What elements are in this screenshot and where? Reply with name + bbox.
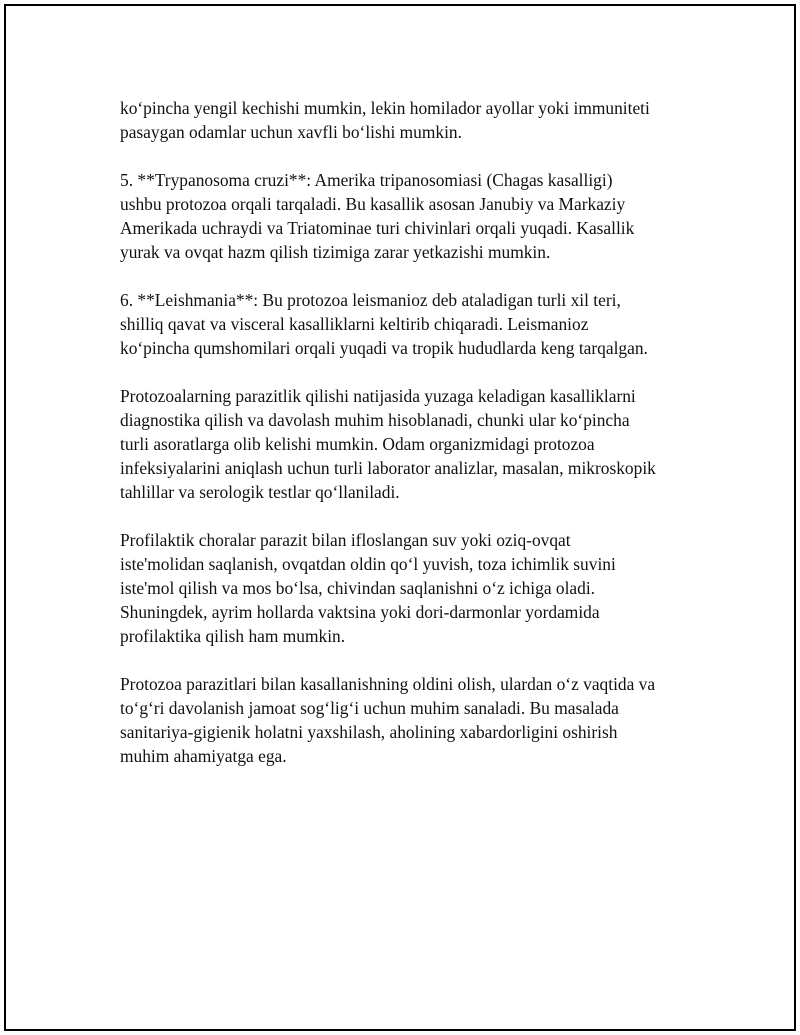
text-line: profilaktika qilish ham mumkin.: [120, 626, 346, 646]
text-line: 6. **Leishmania**: Bu protozoa leismanioz deb ataladigan turli xil teri,: [120, 290, 621, 310]
text-line: iste'mol qilish va mos bo‘lsa, chivindan saqlanishni o‘z ichiga oladi.: [120, 578, 596, 598]
paragraph-leishmania: [120, 288, 700, 360]
paragraph-prophylaxis: [120, 528, 700, 648]
text-line: Protozoa parazitlari bilan kasallanishning oldini olish, ulardan o‘z vaqtida va: [120, 674, 656, 694]
text-line: Protozoalarning parazitlik qilishi natijasida yuzaga keladigan kasalliklarni: [120, 386, 636, 406]
paragraph-1: [120, 96, 700, 144]
document-page: [4, 4, 796, 1031]
text-line: pasaygan odamlar uchun xavfli bo‘lishi mumkin.: [120, 122, 462, 142]
text-line: Amerikada uchraydi va Triatominae turi chivinlari orqali yuqadi. Kasallik: [120, 218, 635, 238]
text-line: turli asoratlarga olib kelishi mumkin. Odam organizmidagi protozoa: [120, 434, 595, 454]
text-line: ko‘pincha yengil kechishi mumkin, lekin homilador ayollar yoki immuniteti: [120, 98, 650, 118]
text-line: Shuningdek, ayrim hollarda vaktsina yoki dori-darmonlar yordamida: [120, 602, 600, 622]
text-line: diagnostika qilish va davolash muhim hisoblanadi, chunki ular ko‘pincha: [120, 410, 630, 430]
paragraph-diagnostics: [120, 384, 700, 504]
text-line: shilliq qavat va visceral kasalliklarni keltirib chiqaradi. Leismanioz: [120, 314, 589, 334]
text-line: ushbu protozoa orqali tarqaladi. Bu kasallik asosan Janubiy va Markaziy: [120, 194, 626, 214]
text-line: 5. **Trypanosoma cruzi**: Amerika tripanosomiasi (Chagas kasalligi): [120, 170, 613, 190]
text-line: ko‘pincha qumshomilari orqali yuqadi va tropik hududlarda keng tarqalgan.: [120, 338, 648, 358]
text-line: to‘g‘ri davolanish jamoat sog‘lig‘i uchun muhim sanaladi. Bu masalada: [120, 698, 619, 718]
paragraph-trypanosoma: [120, 168, 700, 264]
document-body: [120, 96, 700, 792]
text-line: iste'molidan saqlanish, ovqatdan oldin qo‘l yuvish, toza ichimlik suvini: [120, 554, 616, 574]
text-line: Profilaktik choralar parazit bilan ifloslangan suv yoki oziq-ovqat: [120, 530, 571, 550]
text-line: infeksiyalarini aniqlash uchun turli laborator analizlar, masalan, mikroskopik: [120, 458, 656, 478]
text-line: tahlillar va serologik testlar qo‘llaniladi.: [120, 482, 400, 502]
paragraph-conclusion: [120, 672, 700, 768]
text-line: muhim ahamiyatga ega.: [120, 746, 287, 766]
text-line: sanitariya-gigienik holatni yaxshilash, aholining xabardorligini oshirish: [120, 722, 618, 742]
text-line: yurak va ovqat hazm qilish tizimiga zarar yetkazishi mumkin.: [120, 242, 551, 262]
